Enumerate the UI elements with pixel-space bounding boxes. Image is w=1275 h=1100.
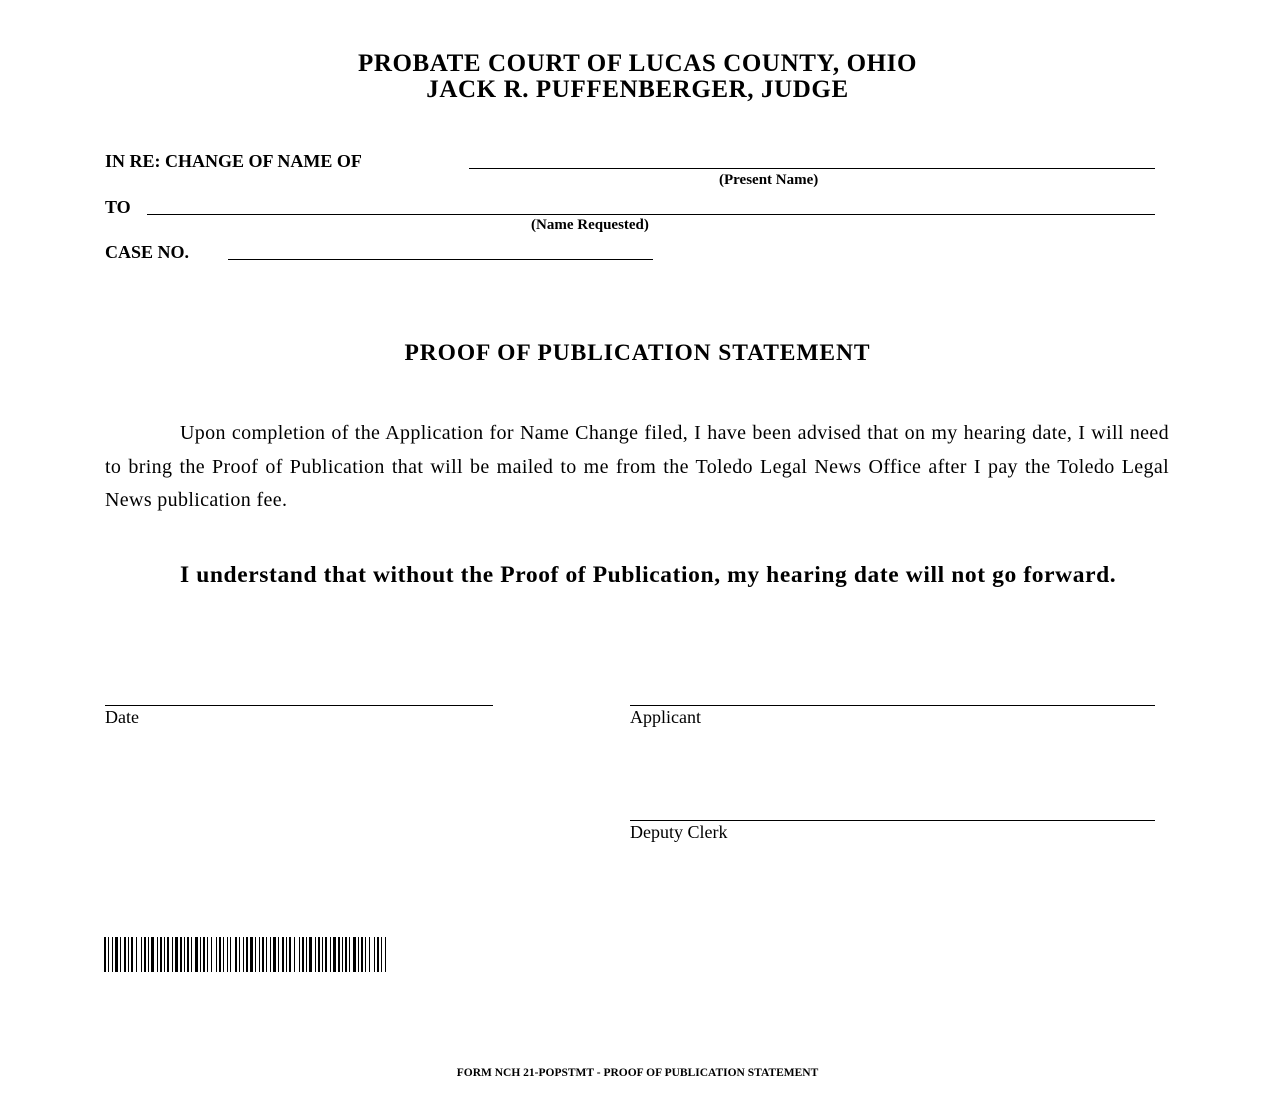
barcode-bar — [374, 937, 375, 972]
barcode-bar — [345, 937, 347, 972]
barcode-bar — [157, 937, 158, 972]
barcode-bar — [131, 937, 133, 972]
court-name: PROBATE COURT OF LUCAS COUNTY, OHIO — [357, 50, 918, 77]
barcode-bar — [250, 937, 253, 972]
document-title: PROOF OF PUBLICATION STATEMENT — [404, 340, 871, 366]
barcode-bar — [191, 937, 192, 972]
judge-name: JACK R. PUFFENBERGER, JUDGE — [426, 76, 849, 103]
barcode-bar — [227, 937, 228, 972]
barcode-bar — [151, 937, 154, 972]
barcode-bar — [385, 937, 386, 972]
barcode-bar — [299, 937, 300, 972]
barcode-bar — [266, 937, 267, 972]
barcode — [104, 937, 386, 972]
acknowledgement-paragraph: I understand that without the Proof of Publication, my hearing date will not go forward. — [180, 562, 1117, 588]
barcode-bar — [381, 937, 382, 972]
form-footer: FORM NCH 21-POPSTMT - PROOF OF PUBLICATION STATEMENT — [456, 1067, 819, 1079]
barcode-bar — [259, 937, 260, 972]
barcode-bar — [369, 937, 370, 972]
barcode-bar — [203, 937, 205, 972]
barcode-bar — [302, 937, 304, 972]
to-label: TO — [105, 197, 131, 217]
barcode-bar — [377, 937, 379, 972]
barcode-bar — [306, 937, 307, 972]
date-label: Date — [105, 707, 139, 727]
in-re-label: IN RE: CHANGE OF NAME OF — [105, 151, 362, 171]
barcode-bar — [309, 937, 312, 972]
barcode-bar — [144, 937, 146, 972]
applicant-signature-line[interactable] — [630, 705, 1155, 706]
deputy-clerk-label: Deputy Clerk — [630, 822, 728, 842]
barcode-bar — [282, 937, 284, 972]
barcode-bar — [235, 937, 237, 972]
name-requested-hint: (Name Requested) — [531, 217, 649, 233]
case-no-label: CASE NO. — [105, 242, 190, 262]
barcode-bar — [318, 937, 320, 972]
barcode-bar — [211, 937, 212, 972]
barcode-bar — [180, 937, 182, 972]
barcode-bar — [286, 937, 287, 972]
barcode-bar — [124, 937, 126, 972]
statement-paragraph: Upon completion of the Application for Name Change filed, I have been advised that on my hearing date, I will need to bring the Proof of Publication that will be mailed to me from the Toledo Legal News Office after I pay the Toledo Legal News publication fee. — [105, 422, 1169, 511]
barcode-bar — [148, 937, 149, 972]
barcode-bar — [207, 937, 208, 972]
barcode-bar — [358, 937, 359, 972]
barcode-bar — [141, 937, 142, 972]
barcode-bar — [104, 937, 106, 972]
name-requested-field[interactable] — [147, 214, 1155, 215]
barcode-bar — [333, 937, 336, 972]
barcode-bar — [243, 937, 244, 972]
present-name-field[interactable] — [469, 168, 1155, 169]
barcode-bar — [325, 937, 327, 972]
barcode-bar — [167, 937, 169, 972]
barcode-bar — [278, 937, 279, 972]
barcode-bar — [273, 937, 276, 972]
barcode-bar — [187, 937, 189, 972]
barcode-bar — [338, 937, 340, 972]
date-signature-line[interactable] — [105, 705, 493, 706]
barcode-bar — [195, 937, 198, 972]
barcode-bar — [330, 937, 331, 972]
barcode-bar — [262, 937, 264, 972]
barcode-bar — [246, 937, 248, 972]
barcode-bar — [270, 937, 271, 972]
barcode-bar — [128, 937, 129, 972]
barcode-bar — [294, 937, 295, 972]
barcode-bar — [175, 937, 178, 972]
barcode-bar — [255, 937, 256, 972]
barcode-bar — [108, 937, 109, 972]
barcode-bar — [160, 937, 162, 972]
barcode-bar — [230, 937, 231, 972]
applicant-label: Applicant — [630, 707, 701, 727]
case-no-field[interactable] — [228, 259, 653, 260]
barcode-bar — [136, 937, 137, 972]
barcode-bar — [239, 937, 240, 972]
barcode-bar — [353, 937, 356, 972]
barcode-bar — [342, 937, 343, 972]
barcode-bar — [112, 937, 113, 972]
present-name-hint: (Present Name) — [719, 172, 819, 188]
deputy-clerk-signature-line[interactable] — [630, 820, 1155, 821]
barcode-bar — [164, 937, 165, 972]
barcode-bar — [322, 937, 323, 972]
barcode-bar — [365, 937, 366, 972]
barcode-bar — [361, 937, 363, 972]
barcode-bar — [184, 937, 185, 972]
barcode-bar — [289, 937, 291, 972]
barcode-bar — [223, 937, 224, 972]
barcode-bar — [172, 937, 173, 972]
barcode-bar — [315, 937, 316, 972]
barcode-bar — [216, 937, 217, 972]
barcode-bar — [115, 937, 118, 972]
barcode-bar — [349, 937, 350, 972]
barcode-bar — [219, 937, 221, 972]
barcode-bar — [200, 937, 201, 972]
barcode-bar — [120, 937, 121, 972]
